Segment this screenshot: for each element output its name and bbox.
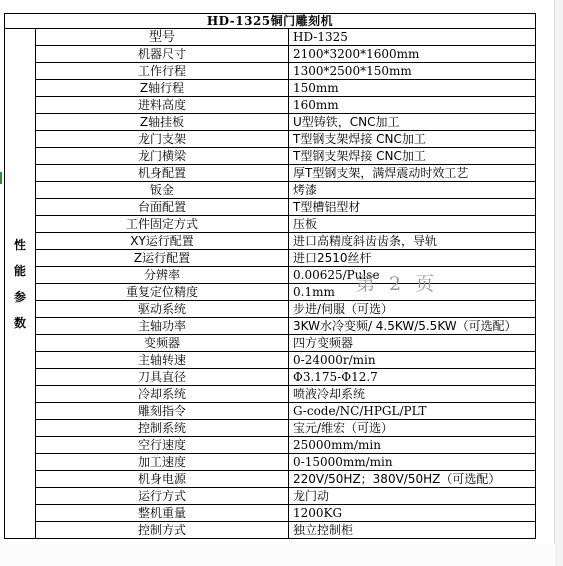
spec-name: 加工速度: [36, 454, 289, 471]
spec-name: 进料高度: [36, 97, 289, 114]
spec-name: 机身电源: [36, 471, 289, 488]
spec-value: 宝元/维宏（可选）: [289, 420, 536, 437]
category-char: 性: [13, 237, 26, 252]
spec-value: 1200KG: [289, 505, 536, 522]
spec-value: 2100*3200*1600mm: [289, 46, 536, 63]
spec-table: [4, 13, 536, 539]
spec-name: 钣金: [36, 182, 289, 199]
spec-name: Z轴挂板: [36, 114, 289, 131]
table-row: [5, 318, 536, 335]
spec-value: 150mm: [289, 80, 536, 97]
table-row: [5, 403, 536, 420]
spec-value: T型槽铝型材: [289, 199, 536, 216]
spec-name: 机器尺寸: [36, 46, 289, 63]
spec-value: T型钢支架焊接 CNC加工: [289, 131, 536, 148]
table-row: [5, 250, 536, 267]
spec-value: 厚T型钢支架，满焊震动时效工艺: [289, 165, 536, 182]
spec-name: Z运行配置: [36, 250, 289, 267]
spec-value: 步进/伺服（可选）: [289, 301, 536, 318]
spec-name: 刀具直径: [36, 369, 289, 386]
table-row: [5, 114, 536, 131]
spec-table-body: [5, 14, 536, 539]
spec-value: 进口高精度斜齿齿条，导轨: [289, 233, 536, 250]
table-row: [5, 80, 536, 97]
spec-value: 0.00625/Pulse: [289, 267, 536, 284]
spec-name: 主轴功率: [36, 318, 289, 335]
table-row: [5, 301, 536, 318]
table-row: [5, 505, 536, 522]
table-row: [5, 437, 536, 454]
category-char: 参: [13, 289, 26, 304]
spec-name: 工件固定方式: [36, 216, 289, 233]
spec-name: 机身配置: [36, 165, 289, 182]
spec-name: 龙门支架: [36, 131, 289, 148]
spec-name: 重复定位精度: [36, 284, 289, 301]
table-row: [5, 165, 536, 182]
table-row: [5, 386, 536, 403]
spec-value: 1300*2500*150mm: [289, 63, 536, 80]
spec-name: 空行速度: [36, 437, 289, 454]
table-row: [5, 199, 536, 216]
page-bottom-strip: [0, 544, 555, 566]
category-cell: [5, 29, 36, 539]
table-row: [5, 522, 536, 539]
spec-value: 0.1mm: [289, 284, 536, 301]
table-row: [5, 46, 536, 63]
spec-value: 160mm: [289, 97, 536, 114]
category-char: 能: [13, 263, 26, 278]
table-row: [5, 454, 536, 471]
table-row: [5, 97, 536, 114]
spec-value: G-code/NC/HPGL/PLT: [289, 403, 536, 420]
table-row: [5, 488, 536, 505]
spec-value: 25000mm/min: [289, 437, 536, 454]
spec-name: 运行方式: [36, 488, 289, 505]
table-row: [5, 63, 536, 80]
title-row: [5, 14, 536, 29]
spec-value: 0-24000r/min: [289, 352, 536, 369]
spec-value: 0-15000mm/min: [289, 454, 536, 471]
table-title: HD-1325铜门雕刻机: [5, 14, 536, 29]
table-row: [5, 29, 536, 46]
page-number-watermark: 第 2 页: [356, 273, 439, 295]
spec-name: 冷却系统: [36, 386, 289, 403]
table-row: [5, 267, 536, 284]
spec-value: 龙门动: [289, 488, 536, 505]
spec-value: 3KW水冷变频/ 4.5KW/5.5KW（可选配）: [289, 318, 536, 335]
spec-value: HD-1325: [289, 29, 536, 46]
table-row: [5, 284, 536, 301]
table-row: [5, 420, 536, 437]
spec-value: 四方变频器: [289, 335, 536, 352]
table-row: [5, 182, 536, 199]
spec-value: 进口2510丝杆: [289, 250, 536, 267]
spec-name: 龙门横梁: [36, 148, 289, 165]
spec-name: XY运行配置: [36, 233, 289, 250]
spec-name: 控制方式: [36, 522, 289, 539]
spec-name: 雕刻指令: [36, 403, 289, 420]
left-margin: [0, 0, 3, 566]
spec-value: T型钢支架焊接 CNC加工: [289, 148, 536, 165]
spec-name: 型号: [36, 29, 289, 46]
spec-value: 压板: [289, 216, 536, 233]
spec-name: 主轴转速: [36, 352, 289, 369]
spec-name: 驱动系统: [36, 301, 289, 318]
table-row: [5, 352, 536, 369]
table-row: [5, 369, 536, 386]
table-row: [5, 471, 536, 488]
spec-name: Z轴行程: [36, 80, 289, 97]
spec-value: 220V/50HZ；380V/50HZ（可选配）: [289, 471, 536, 488]
spec-name: 控制系统: [36, 420, 289, 437]
table-row: [5, 148, 536, 165]
category-char: 数: [13, 315, 26, 330]
spec-name: 工作行程: [36, 63, 289, 80]
spec-value: Φ3.175-Φ12.7: [289, 369, 536, 386]
spec-name: 台面配置: [36, 199, 289, 216]
spec-value: 独立控制柜: [289, 522, 536, 539]
spec-name: 整机重量: [36, 505, 289, 522]
table-row: [5, 335, 536, 352]
table-row: [5, 131, 536, 148]
spec-name: 分辨率: [36, 267, 289, 284]
right-margin: [554, 0, 563, 566]
spec-value: 烤漆: [289, 182, 536, 199]
table-row: [5, 233, 536, 250]
table-row: [5, 216, 536, 233]
spec-value: U型铸铁，CNC加工: [289, 114, 536, 131]
spec-value: 喷液冷却系统: [289, 386, 536, 403]
margin-marker: [0, 172, 2, 184]
spec-name: 变频器: [36, 335, 289, 352]
